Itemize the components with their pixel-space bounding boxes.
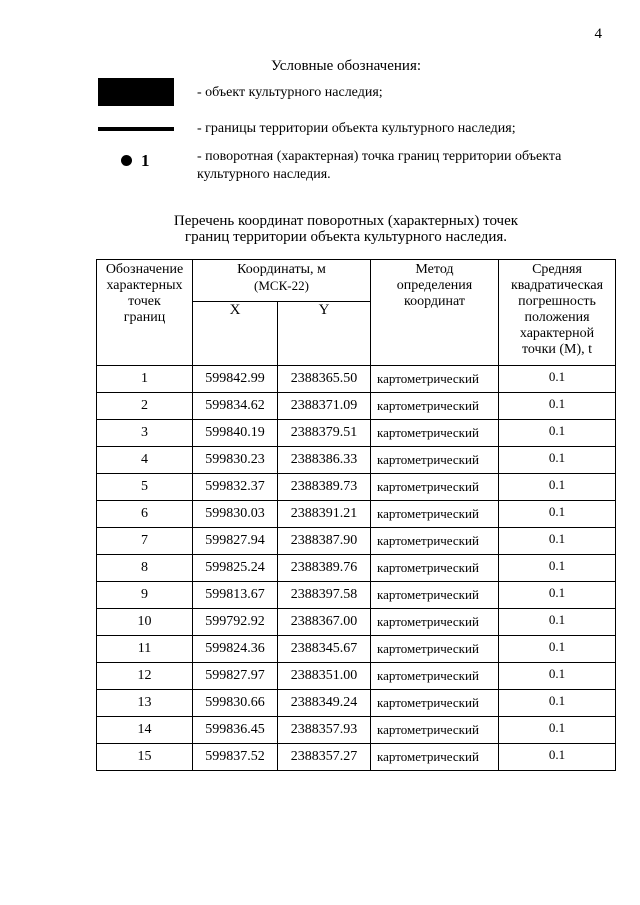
x-coordinate-cell: 599836.45 [193, 717, 278, 744]
point-number-cell: 2 [97, 393, 193, 420]
y-coordinate-cell: 2388379.51 [278, 420, 371, 447]
point-number-cell: 15 [97, 744, 193, 771]
header-designation [97, 260, 193, 366]
error-cell: 0.1 [499, 609, 616, 636]
turning-point-dot-icon [121, 155, 132, 166]
point-number-cell: 3 [97, 420, 193, 447]
point-number-cell: 5 [97, 474, 193, 501]
header-error-line: характерной [519, 326, 595, 341]
y-coordinate-cell: 2388391.21 [278, 501, 371, 528]
x-coordinate-cell: 599837.52 [193, 744, 278, 771]
method-cell: картометрический [371, 528, 499, 555]
error-cell: 0.1 [499, 717, 616, 744]
y-coordinate-cell: 2388345.67 [278, 636, 371, 663]
table-row [97, 744, 616, 771]
table-title-line2: границ территории объекта культурного наследия. [184, 229, 508, 245]
y-coordinate-cell: 2388397.58 [278, 582, 371, 609]
header-designation-line: границ [123, 310, 166, 325]
method-cell: картометрический [371, 636, 499, 663]
header-coordinates-title: Координаты, м [237, 262, 326, 277]
point-number-cell: 8 [97, 555, 193, 582]
header-error-line: квадратическая [510, 278, 604, 293]
y-coordinate-cell: 2388349.24 [278, 690, 371, 717]
header-error-line: Средняя [532, 262, 582, 277]
table-row [97, 501, 616, 528]
table-row [97, 609, 616, 636]
x-coordinate-cell: 599813.67 [193, 582, 278, 609]
table-row [97, 474, 616, 501]
y-coordinate-cell: 2388389.73 [278, 474, 371, 501]
x-coordinate-cell: 599834.62 [193, 393, 278, 420]
x-coordinate-cell: 599827.94 [193, 528, 278, 555]
header-coordinates [193, 260, 371, 302]
error-cell: 0.1 [499, 366, 616, 393]
legend-point-label-line1: - поворотная (характерная) точка границ территории объекта [197, 149, 562, 164]
table-row [97, 555, 616, 582]
legend-point-label [197, 148, 561, 184]
y-coordinate-cell: 2388365.50 [278, 366, 371, 393]
method-cell: картометрический [371, 393, 499, 420]
turning-point-number: 1 [141, 151, 150, 170]
x-coordinate-cell: 599832.37 [193, 474, 278, 501]
point-number-cell: 1 [97, 366, 193, 393]
error-cell: 0.1 [499, 744, 616, 771]
y-coordinate-cell: 2388389.76 [278, 555, 371, 582]
header-method-line: координат [404, 294, 465, 309]
error-cell: 0.1 [499, 582, 616, 609]
error-cell: 0.1 [499, 420, 616, 447]
x-coordinate-cell: 599830.66 [193, 690, 278, 717]
table-row [97, 447, 616, 474]
y-coordinate-cell: 2388386.33 [278, 447, 371, 474]
y-coordinate-cell: 2388387.90 [278, 528, 371, 555]
header-x: X [193, 302, 278, 366]
page-number: 4 [594, 26, 602, 42]
method-cell: картометрический [371, 717, 499, 744]
table-row [97, 636, 616, 663]
table-title [0, 213, 640, 245]
error-cell: 0.1 [499, 555, 616, 582]
legend-object-label: - объект культурного наследия; [197, 85, 383, 100]
table-row [97, 717, 616, 744]
header-designation-line: Обозначение [105, 262, 184, 277]
table-body [97, 366, 616, 771]
x-coordinate-cell: 599824.36 [193, 636, 278, 663]
error-cell: 0.1 [499, 663, 616, 690]
method-cell: картометрический [371, 501, 499, 528]
header-method-line: определения [396, 278, 473, 293]
table-row [97, 366, 616, 393]
header-error [499, 260, 616, 366]
y-coordinate-cell: 2388367.00 [278, 609, 371, 636]
error-cell: 0.1 [499, 528, 616, 555]
table-row [97, 663, 616, 690]
point-number-cell: 4 [97, 447, 193, 474]
point-number-cell: 9 [97, 582, 193, 609]
y-coordinate-cell: 2388357.27 [278, 744, 371, 771]
method-cell: картометрический [371, 744, 499, 771]
x-coordinate-cell: 599792.92 [193, 609, 278, 636]
header-error-line: погрешность [518, 294, 596, 309]
header-method [371, 260, 499, 366]
legend-point-label-line2: культурного наследия. [197, 167, 331, 182]
legend-border-label: - границы территории объекта культурного наследия; [197, 121, 516, 136]
header-designation-line: характерных [106, 278, 183, 293]
legend-title: Условные обозначения: [270, 58, 422, 74]
method-cell: картометрический [371, 447, 499, 474]
error-cell: 0.1 [499, 474, 616, 501]
point-number-cell: 6 [97, 501, 193, 528]
table-row [97, 393, 616, 420]
table-row [97, 690, 616, 717]
method-cell: картометрический [371, 555, 499, 582]
error-cell: 0.1 [499, 501, 616, 528]
header-error-line: положения [524, 310, 590, 325]
method-cell: картометрический [371, 690, 499, 717]
x-coordinate-cell: 599830.23 [193, 447, 278, 474]
method-cell: картометрический [371, 609, 499, 636]
table-row [97, 420, 616, 447]
point-number-cell: 11 [97, 636, 193, 663]
x-coordinate-cell: 599825.24 [193, 555, 278, 582]
header-error-line: точки (M), t [521, 342, 593, 357]
x-coordinate-cell: 599840.19 [193, 420, 278, 447]
x-coordinate-cell: 599827.97 [193, 663, 278, 690]
error-cell: 0.1 [499, 393, 616, 420]
method-cell: картометрический [371, 582, 499, 609]
point-number-cell: 13 [97, 690, 193, 717]
y-coordinate-cell: 2388351.00 [278, 663, 371, 690]
error-cell: 0.1 [499, 690, 616, 717]
error-cell: 0.1 [499, 636, 616, 663]
method-cell: картометрический [371, 420, 499, 447]
y-coordinate-cell: 2388371.09 [278, 393, 371, 420]
header-designation-line: точек [128, 294, 161, 309]
y-coordinate-cell: 2388357.93 [278, 717, 371, 744]
territory-border-symbol [98, 127, 174, 131]
point-number-cell: 10 [97, 609, 193, 636]
point-number-cell: 12 [97, 663, 193, 690]
table-title-line1: Перечень координат поворотных (характерных) точек [173, 213, 519, 229]
header-coordinates-system: (МСК-22) [254, 278, 309, 293]
point-number-cell: 7 [97, 528, 193, 555]
header-y: Y [278, 302, 371, 366]
x-coordinate-cell: 599830.03 [193, 501, 278, 528]
coordinates-table [96, 259, 616, 771]
x-coordinate-cell: 599842.99 [193, 366, 278, 393]
header-method-line: Метод [415, 262, 454, 277]
method-cell: картометрический [371, 663, 499, 690]
cultural-heritage-object-symbol [98, 78, 174, 106]
table-row [97, 528, 616, 555]
point-number-cell: 14 [97, 717, 193, 744]
error-cell: 0.1 [499, 447, 616, 474]
method-cell: картометрический [371, 366, 499, 393]
method-cell: картометрический [371, 474, 499, 501]
table-row [97, 582, 616, 609]
